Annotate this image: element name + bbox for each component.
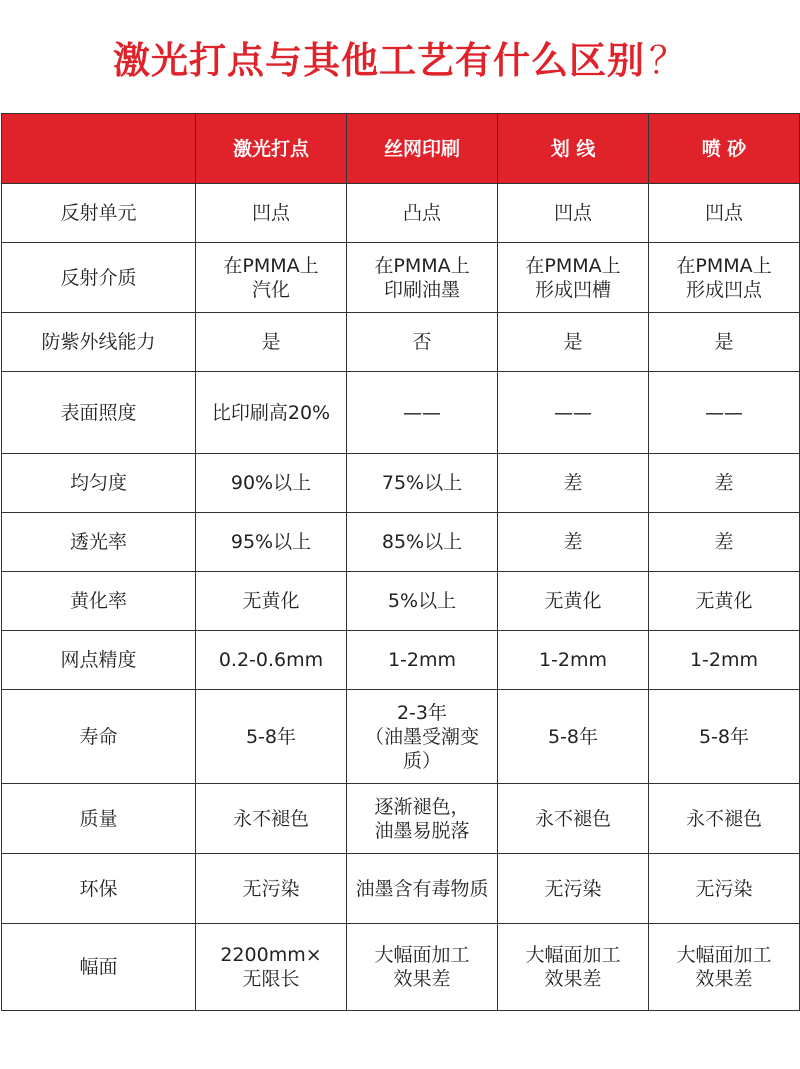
header-laser-dot: 激光打点 [196, 114, 347, 184]
table-cell: 否 [347, 313, 498, 372]
row-label: 均匀度 [2, 454, 196, 513]
table-cell: 大幅面加工 效果差 [347, 924, 498, 1011]
table-cell: 在PMMA上 形成凹槽 [498, 243, 649, 313]
row-label: 环保 [2, 854, 196, 924]
table-row [2, 854, 800, 924]
table-cell: —— [498, 372, 649, 454]
table-cell: 1-2mm [498, 631, 649, 690]
table-cell: 1-2mm [649, 631, 800, 690]
row-label: 防紫外线能力 [2, 313, 196, 372]
table-cell: 无污染 [196, 854, 347, 924]
table-row [2, 184, 800, 243]
table-cell: 0.2-0.6mm [196, 631, 347, 690]
table-cell: 大幅面加工 效果差 [498, 924, 649, 1011]
table-cell: 大幅面加工 效果差 [649, 924, 800, 1011]
table-cell: 5-8年 [196, 690, 347, 784]
row-label: 寿命 [2, 690, 196, 784]
table-cell: 75%以上 [347, 454, 498, 513]
table-cell: 2-3年 （油墨受潮变质） [347, 690, 498, 784]
table-cell: 85%以上 [347, 513, 498, 572]
header-sandblast: 喷 砂 [649, 114, 800, 184]
table-row [2, 784, 800, 854]
table-cell: 差 [649, 513, 800, 572]
table-cell: 逐渐褪色， 油墨易脱落 [347, 784, 498, 854]
table-cell: 凹点 [649, 184, 800, 243]
table-row [2, 243, 800, 313]
table-cell: 在PMMA上 汽化 [196, 243, 347, 313]
table-row [2, 513, 800, 572]
title-text: 激光打点与其他工艺有什么区别 [113, 38, 645, 82]
page-title [0, 0, 800, 113]
table-row [2, 631, 800, 690]
row-label: 质量 [2, 784, 196, 854]
table-cell: 比印刷高20% [196, 372, 347, 454]
table-cell: 90%以上 [196, 454, 347, 513]
table-cell: 永不褪色 [498, 784, 649, 854]
table-cell: 凸点 [347, 184, 498, 243]
table-cell: 在PMMA上 形成凹点 [649, 243, 800, 313]
table-cell: 5-8年 [649, 690, 800, 784]
header-scribing: 划 线 [498, 114, 649, 184]
table-row [2, 372, 800, 454]
table-cell: 无黄化 [649, 572, 800, 631]
table-cell: 差 [498, 454, 649, 513]
table-cell: —— [649, 372, 800, 454]
table-cell: 永不褪色 [649, 784, 800, 854]
title-question-mark: ？ [649, 38, 687, 82]
row-label: 反射介质 [2, 243, 196, 313]
table-row [2, 313, 800, 372]
table-cell: 无污染 [498, 854, 649, 924]
header-corner [2, 114, 196, 184]
table-cell: 2200mm× 无限长 [196, 924, 347, 1011]
table-cell: —— [347, 372, 498, 454]
table-row [2, 572, 800, 631]
table-cell: 1-2mm [347, 631, 498, 690]
table-row [2, 454, 800, 513]
comparison-table [1, 113, 800, 1011]
table-cell: 永不褪色 [196, 784, 347, 854]
table-cell: 无污染 [649, 854, 800, 924]
row-label: 幅面 [2, 924, 196, 1011]
table-cell: 凹点 [196, 184, 347, 243]
row-label: 网点精度 [2, 631, 196, 690]
table-cell: 5-8年 [498, 690, 649, 784]
table-cell: 油墨含有毒物质 [347, 854, 498, 924]
table-cell: 95%以上 [196, 513, 347, 572]
row-label: 透光率 [2, 513, 196, 572]
table-row [2, 924, 800, 1011]
table-cell: 是 [498, 313, 649, 372]
row-label: 表面照度 [2, 372, 196, 454]
table-cell: 差 [649, 454, 800, 513]
table-cell: 是 [196, 313, 347, 372]
row-label: 反射单元 [2, 184, 196, 243]
table-cell: 无黄化 [196, 572, 347, 631]
table-cell: 在PMMA上 印刷油墨 [347, 243, 498, 313]
table-cell: 差 [498, 513, 649, 572]
table-cell: 无黄化 [498, 572, 649, 631]
table-cell: 5%以上 [347, 572, 498, 631]
header-screen-print: 丝网印刷 [347, 114, 498, 184]
table-header-row [2, 114, 800, 184]
table-row [2, 690, 800, 784]
table-cell: 是 [649, 313, 800, 372]
table-cell: 凹点 [498, 184, 649, 243]
row-label: 黄化率 [2, 572, 196, 631]
